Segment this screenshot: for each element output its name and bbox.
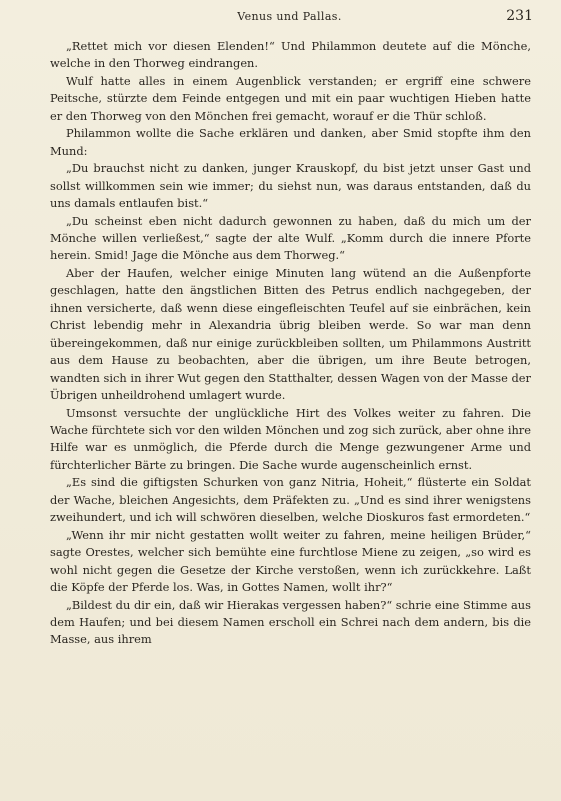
running-title: Venus und Pallas. bbox=[237, 10, 342, 23]
paragraph: Wulf hatte alles in einem Augenblick verstanden; er ergriff eine schwere Peitsche, stürzte dem Feinde entgegen und mit ein paar wuchtigen Hieben hatte er den Thorweg von den Mönchen frei gemacht, worauf er die Thür schloß. bbox=[50, 73, 531, 123]
paragraph: Aber der Haufen, welcher einige Minuten lang wütend an die Außenpforte geschlagen, hatte den ängstlichen Bitten des Petrus endlich nachgegeben, der ihnen versicherte, daß wenn diese eingefleischten Teufel auf sie einbrächen, kein Christ lebendig mehr in Alexandria übrig bleiben werde. So war man denn übereingekommen, daß nur einige zurückbleiben sollten, um Philammons Austritt aus dem Hause zu beobachten, aber die übrigen, um ihre Beute betrogen, wandten sich in ihrer Wut gegen den Statthalter, dessen Wagen von der Masse der Übrigen unheildrohend umlagert wurde. bbox=[50, 265, 531, 403]
paragraph: „Du scheinst eben nicht dadurch gewonnen zu haben, daß du mich um der Mönche willen verließest,“ sagte der alte Wulf. „Komm durch die innere Pforte herein. Smid! Jage die Mönche aus dem Thorweg.“ bbox=[50, 213, 531, 263]
page-header bbox=[46, 10, 533, 32]
paragraph: Umsonst versuchte der unglückliche Hirt des Volkes weiter zu fahren. Die Wache fürchtete sich vor den wilden Mönchen und zog sich zurück, aber ohne ihre Hilfe war es unmöglich, die Pferde durch die Menge gezwungener Arme und fürchterlicher Bärte zu bringen. Die Sache wurde augenscheinlich ernst. bbox=[50, 405, 531, 472]
page-body bbox=[50, 38, 531, 649]
paragraph: „Rettet mich vor diesen Elenden!“ Und Philammon deutete auf die Mönche, welche in den Thorweg eindrangen. bbox=[50, 39, 531, 71]
paragraph: „Du brauchst nicht zu danken, junger Krauskopf, du bist jetzt unser Gast und sollst willkommen sein wie immer; du siehst nun, was daraus entstanden, daß du uns damals entlaufen bist.“ bbox=[50, 161, 531, 211]
paragraph: „Es sind die giftigsten Schurken von ganz Nitria, Hoheit,“ flüsterte ein Soldat der Wache, bleichen Angesichts, dem Präfekten zu. „Und es sind ihrer wenigstens zweihundert, und ich will schwören dieselben, welche Dioskuros fast ermordeten.“ bbox=[50, 475, 531, 525]
paragraph: „Wenn ihr mir nicht gestatten wollt weiter zu fahren, meine heiligen Brüder,“ sagte Orestes, welcher sich bemühte eine furchtlose Miene zu zeigen, „so wird es wohl nicht gegen die Gesetze der Kirche verstoßen, wenn ich zurückkehre. Laßt die Köpfe der Pferde los. Was, in Gottes Namen, wollt ihr?“ bbox=[50, 527, 531, 595]
page-number: 231 bbox=[506, 8, 533, 24]
paragraph: „Bildest du dir ein, daß wir Hierakas vergessen haben?“ schrie eine Stimme aus dem Haufen; und bei diesem Namen erscholl ein Schrei nach dem andern, bis die Masse, aus ihrem bbox=[50, 597, 531, 647]
paragraph: Philammon wollte die Sache erklären und danken, aber Smid stopfte ihm den Mund: bbox=[50, 126, 531, 158]
